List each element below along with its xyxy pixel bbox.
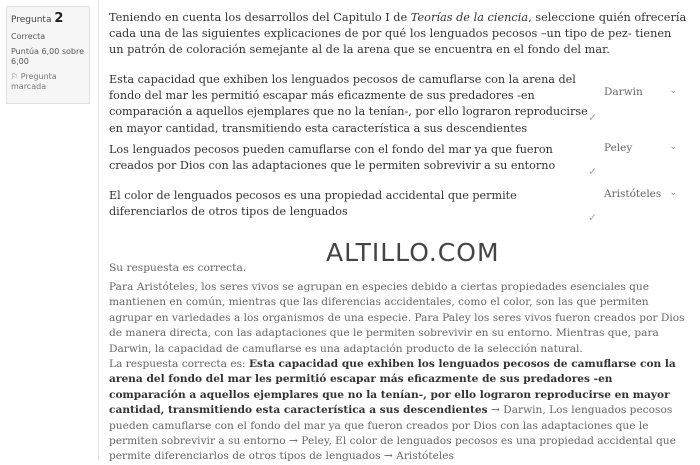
- question-num: 2: [54, 11, 64, 26]
- flag-label: Pregunta marcada: [11, 72, 57, 92]
- feedback-correct: Su respuesta es correcta.: [109, 262, 247, 274]
- check-icon: ✓: [588, 165, 598, 178]
- check-icon: ✓: [588, 111, 598, 124]
- chevron-down-icon: ⌄: [669, 188, 677, 198]
- match-item-3-selected: Aristóteles: [604, 188, 662, 200]
- question-number: [11, 11, 85, 27]
- right-answer: [109, 357, 691, 465]
- flag-question-link[interactable]: [11, 72, 85, 92]
- match-item-1-text: Esta capacidad que exhiben los lenguados pecosos de camuflarse con la arena del fondo del mar les permitió escapar más eficazmente de sus predadores -en comparación a aquellos ejemplares que no la tenían-, por ello lograron reproducirse en mayor cantidad, transmitiendo esta característica a sus descendientes: [109, 73, 588, 135]
- right-answer-rest: → Darwin, Los lenguados pecosos pueden camuflarse con el fondo del mar ya que fueron creados por Dios con las adaptaciones que le permiten sobrevivir a su entorno → Peley, El color de lenguados pecosos es una propiedad accidental que permite diferenciarlos de otros tipos de lenguados → Aristóteles: [109, 404, 676, 463]
- feedback-general: Para Aristóteles, los seres vivos se agrupan en especies debido a ciertas propiedades esenciales que mantienen en común, mientras que las diferencias accidentales, como el color, son las que permiten agrupar en variedades a los organismos de una especie. Para Paley los seres vivos fueron creados por Dios de manera directa, con las adaptaciones que le permiten sobrevivir en su entorno. Mientras que, para Darwin, la capacidad de camuflarse es una adaptación producto de la selección natural.: [109, 281, 685, 355]
- question-info-panel: [6, 6, 90, 104]
- question-text-post: , seleccione quién ofrecería cada una de las siguientes explicaciones de por qué los lenguados pecosos –un tipo de pez- tienen un patrón de coloración semejante al de la arena que se encuentra en el fondo del mar.: [109, 11, 687, 56]
- question-text: [109, 10, 689, 58]
- right-answer-first: Esta capacidad que exhiben los lenguados pecosos de camuflarse con la arena del fondo del mar les permitió escapar más eficazmente de sus predadores -en comparación a aquellos ejemplares que no la tenían-, por ello lograron reproducirse en mayor cantidad, transmitiendo esta característica a sus descendientes: [109, 358, 676, 417]
- check-icon: ✓: [588, 211, 598, 224]
- match-item-2-text: Los lenguados pecosos pueden camuflarse con el fondo del mar ya que fueron creados por Dios con las adaptaciones que le permiten sobrevivir a su entorno: [109, 143, 556, 173]
- question-content: [98, 0, 700, 463]
- book-title: Teorías de la ciencia: [410, 11, 529, 24]
- chevron-down-icon: ⌄: [669, 86, 677, 96]
- question-state: Correcta: [11, 32, 46, 42]
- question-grade: Puntúa 6,00 sobre 6,00: [11, 47, 85, 67]
- match-item-1-selected: Darwin: [604, 86, 643, 98]
- match-item-2-selected: Peley: [604, 142, 633, 154]
- match-item-1-select[interactable]: [604, 86, 679, 98]
- question-label: Pregunta: [11, 15, 52, 25]
- match-item-3-text: El color de lenguados pecosos es una propiedad accidental que permite diferenciarlos de otros tipos de lenguados: [109, 189, 517, 219]
- match-item-3-select[interactable]: [604, 188, 679, 200]
- question-text-pre: Teniendo en cuenta los desarrollos del Capitulo I de: [109, 11, 411, 24]
- flag-icon: ⚐: [11, 72, 19, 82]
- watermark: ALTILLO.COM: [326, 238, 500, 267]
- right-answer-label: La respuesta correcta es:: [109, 358, 249, 370]
- match-item-2-select[interactable]: [604, 142, 679, 154]
- chevron-down-icon: ⌄: [669, 142, 677, 152]
